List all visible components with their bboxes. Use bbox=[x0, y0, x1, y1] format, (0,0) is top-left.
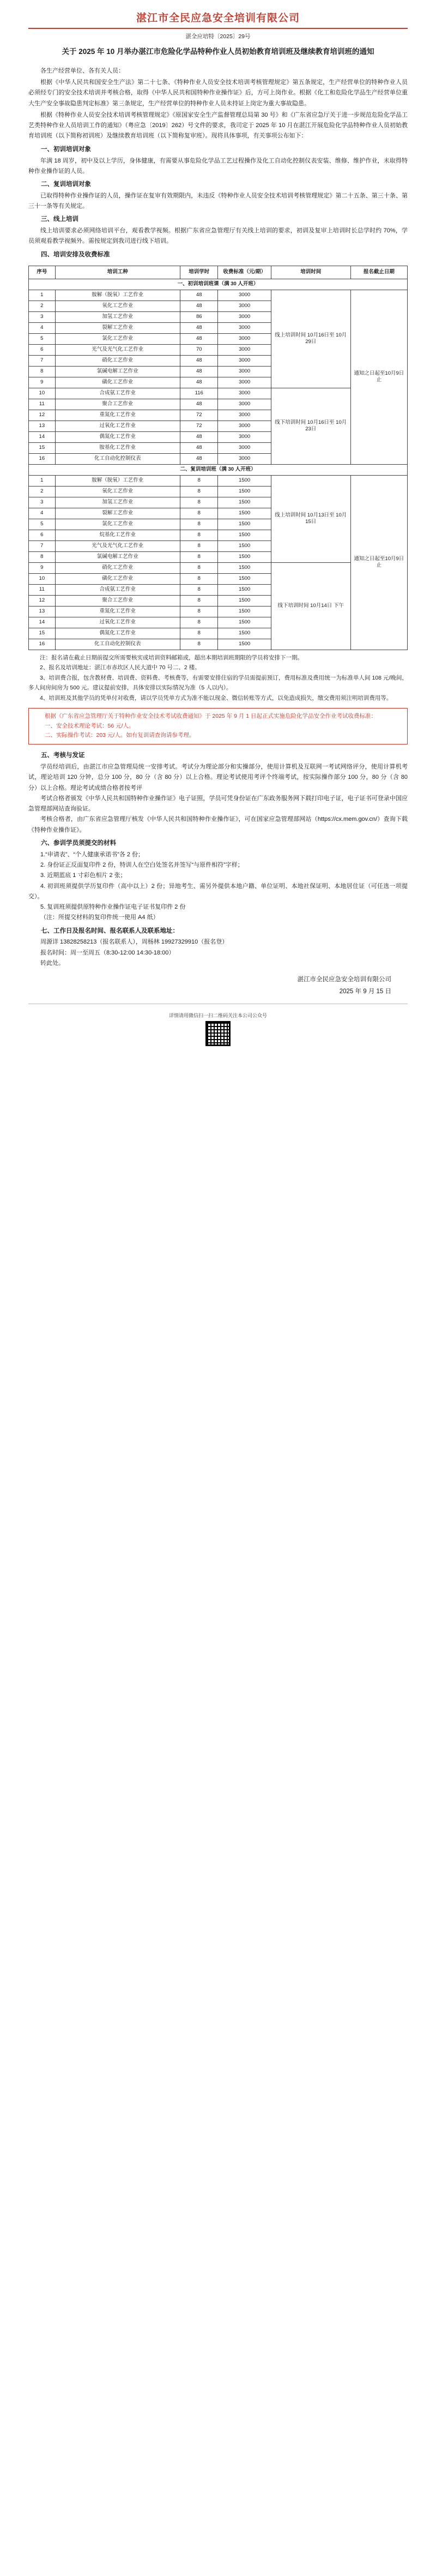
col-fee: 收费标准（元/期） bbox=[218, 266, 271, 279]
note-3: 3、培训费合报，包含教材费、培训费、资料费、考核费等，有需要安排住宿的学员需提前预订，费用标准及费用统一为标准单人间 108 元/晚间，多人间房间房为 500 元。建议提前安排，具体安排以实际情况为准（5 人以内）。 bbox=[28, 675, 408, 692]
refresher-row-trade: 加氢工艺作业 bbox=[55, 497, 180, 508]
refresher-row-fee: 1500 bbox=[218, 628, 271, 639]
refresher-row-hours: 8 bbox=[180, 595, 218, 606]
table-group-refresher-label: 二、复训培训班（满 30 人开班） bbox=[29, 464, 408, 475]
refresher-row-index: 8 bbox=[29, 551, 56, 562]
initial-row-trade: 硝化工艺作业 bbox=[55, 355, 180, 366]
refresher-row-trade: 合成氨工艺作业 bbox=[55, 584, 180, 595]
refresher-row-trade: 过氧化工艺作业 bbox=[55, 617, 180, 628]
section-6-line-3: 3. 近期蓝底 1 寸彩色相片 2 张； bbox=[40, 872, 126, 879]
initial-row-hours: 48 bbox=[180, 453, 218, 464]
initial-row-index: 5 bbox=[29, 333, 56, 344]
initial-row-index: 10 bbox=[29, 388, 56, 399]
initial-row-index: 2 bbox=[29, 301, 56, 311]
refresher-row-hours: 8 bbox=[180, 562, 218, 573]
refresher-row-hours: 8 bbox=[180, 551, 218, 562]
initial-row-trade: 加氢工艺作业 bbox=[55, 311, 180, 322]
initial-row-index: 6 bbox=[29, 344, 56, 355]
initial-row-trade: 重氮化工艺作业 bbox=[55, 410, 180, 421]
section-5-title: 五、考核与发证 bbox=[41, 752, 85, 759]
refresher-row-index: 11 bbox=[29, 584, 56, 595]
initial-row-fee: 3000 bbox=[218, 431, 271, 442]
refresher-row-index: 3 bbox=[29, 497, 56, 508]
initial-row-index: 16 bbox=[29, 453, 56, 464]
section-2-body: 已取得特种作业操作证的人员，操作证在复审有效期限内，未违反《特种作业人员安全技术培训考核管理规定》第二十五条、第三十条、第三十一条等有关规定。 bbox=[28, 192, 408, 210]
refresher-row-hours: 8 bbox=[180, 508, 218, 519]
initial-row-index: 7 bbox=[29, 355, 56, 366]
section-1-body: 年满 18 周岁，初中及以上学历，身体健康，有需要从事危险化学品工艺过程操作及化工自动化控制仪表安装、维修、维护作业，未取得特种作业操作证的人员。 bbox=[28, 157, 408, 175]
refresher-row-index: 9 bbox=[29, 562, 56, 573]
initial-row-fee: 3000 bbox=[218, 290, 271, 301]
section-6-line-4: 4. 初训班须提供学历复印件（高中以上）2 份；异地考生、需另外提供本地户籍、单位证明、本地社保证明、本地居住证（可任选一项提交）。 bbox=[28, 882, 408, 900]
refresher-row-trade: 硝化工艺作业 bbox=[55, 562, 180, 573]
table-group-initial-label: 一、初训培训班课（满 30 人开班） bbox=[29, 279, 408, 290]
refresher-row-hours: 8 bbox=[180, 530, 218, 541]
refresher-row-fee: 1500 bbox=[218, 530, 271, 541]
fee-notice-line-3: 二、实际操作考试：203 元/人。如有复训请查询请参考理。 bbox=[45, 732, 195, 739]
refresher-row-hours: 8 bbox=[180, 541, 218, 551]
refresher-row-trade: 磺化工艺作业 bbox=[55, 573, 180, 584]
refresher-row-index: 12 bbox=[29, 595, 56, 606]
intro-paragraph-2: 根据《特种作业人员安全技术培训考核管理规定》《原国家安全生产监督管理总局第 30 号》和《广东省应急厅关于进一步规范危险化学品工艺类特种作业人员培训工作的通知》（粤应急〔2019〕262）号文件的要求，我司定于 2025 年 10 月在湛江开展危险化学品特种作业人员初始教育培训班（以下简称初训班）及继续教育培训班（以下简称复审班）。现将具体事项，有关事项公布如下： bbox=[28, 111, 408, 140]
doc-number: 湛全应培特〔2025〕29号 bbox=[185, 33, 251, 40]
refresher-row-fee: 1500 bbox=[218, 541, 271, 551]
fee-table bbox=[28, 266, 408, 650]
section-6-line-1: 1.“申请表”、“个人健康承诺书”各 2 份； bbox=[40, 851, 144, 858]
initial-row-fee: 3000 bbox=[218, 377, 271, 388]
table-notes bbox=[28, 653, 408, 704]
initial-row-fee: 3000 bbox=[218, 410, 271, 421]
initial-row-hours: 72 bbox=[180, 410, 218, 421]
section-6-line-5: 5. 复训班须提供原特种作业操作证电子证书复印件 2 份 bbox=[40, 904, 186, 910]
refresher-row-index: 2 bbox=[29, 486, 56, 497]
initial-row-index: 4 bbox=[29, 322, 56, 333]
initial-row-trade: 磺化工艺作业 bbox=[55, 377, 180, 388]
initial-row-fee: 3000 bbox=[218, 344, 271, 355]
section-1-title: 一、初训培训对象 bbox=[41, 146, 91, 153]
intro-paragraph-1: 根据《中华人民共和国安全生产法》第二十七条、《特种作业人员安全技术培训考核管理规定》第五条规定，生产经营单位的特种作业人员必须经专门的安全技术培训并考核合格，取得《中华人民共和国特种作业操作证》后，方可上岗作业。根据《化工和危险化学品生产经营单位重大生产安全事故隐患判定标准》第三条规定，生产经营单位的特种作业人员未持证上岗定为重大事故隐患。 bbox=[28, 79, 408, 107]
initial-row-hours: 116 bbox=[180, 388, 218, 399]
col-time: 培训时间 bbox=[271, 266, 350, 279]
refresher-row-fee: 1500 bbox=[218, 584, 271, 595]
initial-row-fee: 3000 bbox=[218, 399, 271, 410]
section-3-title: 三、线上培训 bbox=[41, 216, 78, 223]
initial-row-index: 15 bbox=[29, 442, 56, 453]
refresher-row-trade: 胺解（脱氧）工艺作业 bbox=[55, 475, 180, 486]
initial-row-hours: 48 bbox=[180, 442, 218, 453]
refresher-row-fee: 1500 bbox=[218, 551, 271, 562]
initial-row-trade: 胺解（脱氧）工艺作业 bbox=[55, 290, 180, 301]
initial-row-trade: 光气及光气化工艺作业 bbox=[55, 344, 180, 355]
initial-row-trade: 偶氮化工艺作业 bbox=[55, 431, 180, 442]
section-2-title: 二、复训培训对象 bbox=[41, 181, 91, 188]
initial-online-time: 线上培训时间 10月16日至 10月 29日 bbox=[271, 290, 350, 388]
note-1: 注：报名请在截止日期前提交所需要核实或培训资料邮箱或，超出本期培训班期限的学员将安排下一期。 bbox=[40, 654, 303, 661]
refresher-row-trade: 聚合工艺作业 bbox=[55, 595, 180, 606]
refresher-row-trade: 重氮化工艺作业 bbox=[55, 606, 180, 617]
refresher-row-trade: 光气及光气化工艺作业 bbox=[55, 541, 180, 551]
refresher-row-index: 13 bbox=[29, 606, 56, 617]
refresher-row-fee: 1500 bbox=[218, 508, 271, 519]
initial-row-hours: 48 bbox=[180, 399, 218, 410]
initial-row-trade: 胺基化工艺作业 bbox=[55, 442, 180, 453]
initial-row-index: 14 bbox=[29, 431, 56, 442]
org-title: 湛江市全民应急安全培训有限公司 bbox=[136, 13, 300, 24]
refresher-row-index: 6 bbox=[29, 530, 56, 541]
refresher-row-hours: 8 bbox=[180, 617, 218, 628]
initial-row-fee: 3000 bbox=[218, 442, 271, 453]
document-page bbox=[0, 0, 436, 1057]
initial-row-fee: 3000 bbox=[218, 322, 271, 333]
signature-company: 湛江市全民应急安全培训有限公司 bbox=[297, 976, 391, 983]
table-group-refresher bbox=[29, 464, 408, 475]
section-5-p2: 考试合格者颁发《中华人民共和国特种作业操作证》电子证照，学员可凭身份证在广东政务服务网下载打印电子证，电子证书可登录中国应急管理部网站查询验证。 bbox=[28, 795, 408, 813]
refresher-deadline: 通知之日起至10月9日止 bbox=[350, 475, 407, 650]
initial-row-fee: 3000 bbox=[218, 355, 271, 366]
initial-row-index: 11 bbox=[29, 399, 56, 410]
refresher-row-trade: 烷基化工艺作业 bbox=[55, 530, 180, 541]
refresher-row-trade: 裂解工艺作业 bbox=[55, 508, 180, 519]
section-7-line-1: 周源详 13828258213（报名联系人），周杨林 19927329910（报名登） bbox=[40, 939, 228, 946]
refresher-row-index: 5 bbox=[29, 519, 56, 530]
refresher-row-hours: 8 bbox=[180, 606, 218, 617]
initial-row-index: 12 bbox=[29, 410, 56, 421]
section-7-line-2: 报名时间：周一至周五（8:30-12:00 14:30-18:00） bbox=[40, 949, 175, 956]
qr-code-icon bbox=[205, 1021, 231, 1046]
initial-row-fee: 3000 bbox=[218, 301, 271, 311]
note-2: 2、报名及培训地址：湛江市赤坎区人民大道中 70 号二、2 楼。 bbox=[40, 664, 201, 671]
initial-row-fee: 3000 bbox=[218, 453, 271, 464]
initial-row-fee: 3000 bbox=[218, 333, 271, 344]
note-4: 4、培训班及其他学员的凭单付对收费，请以学员凭单方式为准不能以现金、微信转账等方式，以免造成损失，缴交费用须注明培训费用等。 bbox=[40, 694, 392, 701]
refresher-row-fee: 1500 bbox=[218, 617, 271, 628]
table-group-initial bbox=[29, 279, 408, 290]
footer-note: 详情请用微信扫一扫二维码关注本公司公众号 bbox=[168, 1012, 267, 1018]
refresher-row-trade: 偶氮化工艺作业 bbox=[55, 628, 180, 639]
intro-salutation: 各生产经营单位、各有关人员： bbox=[40, 67, 124, 74]
initial-row-hours: 72 bbox=[180, 421, 218, 431]
refresher-row-hours: 8 bbox=[180, 584, 218, 595]
table-row bbox=[29, 290, 408, 301]
col-hours: 培训学时 bbox=[180, 266, 218, 279]
initial-row-trade: 过氧化工艺作业 bbox=[55, 421, 180, 431]
initial-row-index: 8 bbox=[29, 366, 56, 377]
fee-notice-line-1: 根据《广东省应急管理厅关于特种作业安全技术考试收费通知》于 2025 年 9 月 1 日起正式实施危险化学品安全作业考试收费标准： bbox=[45, 712, 377, 719]
initial-row-hours: 70 bbox=[180, 344, 218, 355]
refresher-row-trade: 氯化工艺作业 bbox=[55, 519, 180, 530]
refresher-row-hours: 8 bbox=[180, 486, 218, 497]
table-header-row bbox=[29, 266, 408, 279]
initial-row-trade: 氧化工艺作业 bbox=[55, 301, 180, 311]
initial-deadline: 通知之日起至10月9日止 bbox=[350, 290, 407, 464]
refresher-row-fee: 1500 bbox=[218, 639, 271, 650]
fee-notice-box bbox=[28, 708, 408, 745]
refresher-row-index: 1 bbox=[29, 475, 56, 486]
refresher-row-index: 14 bbox=[29, 617, 56, 628]
refresher-row-index: 10 bbox=[29, 573, 56, 584]
refresher-row-hours: 8 bbox=[180, 475, 218, 486]
initial-row-fee: 3000 bbox=[218, 421, 271, 431]
initial-row-index: 1 bbox=[29, 290, 56, 301]
refresher-row-hours: 8 bbox=[180, 497, 218, 508]
refresher-row-trade: 化工自动化控制仪表 bbox=[55, 639, 180, 650]
initial-row-trade: 聚合工艺作业 bbox=[55, 399, 180, 410]
red-divider bbox=[28, 28, 408, 29]
initial-row-fee: 3000 bbox=[218, 311, 271, 322]
refresher-row-fee: 1500 bbox=[218, 562, 271, 573]
refresher-row-fee: 1500 bbox=[218, 606, 271, 617]
initial-row-fee: 3000 bbox=[218, 388, 271, 399]
initial-offline-time: 线下培训时间 10月16日至 10月 23日 bbox=[271, 388, 350, 464]
initial-row-index: 3 bbox=[29, 311, 56, 322]
refresher-row-trade: 氧化工艺作业 bbox=[55, 486, 180, 497]
section-6-title: 六、参训学员须提交的材料 bbox=[41, 839, 116, 846]
refresher-offline-time: 线下培训时间 10月14日 下午 bbox=[271, 562, 350, 650]
refresher-row-hours: 8 bbox=[180, 573, 218, 584]
table-row bbox=[29, 475, 408, 486]
refresher-row-hours: 8 bbox=[180, 628, 218, 639]
refresher-row-fee: 1500 bbox=[218, 595, 271, 606]
section-6-line-6: （注：所提交材料的复印件统一使用 A4 纸） bbox=[40, 914, 159, 921]
refresher-row-hours: 8 bbox=[180, 519, 218, 530]
refresher-row-fee: 1500 bbox=[218, 475, 271, 486]
section-7-line-3: 转此处。 bbox=[40, 959, 64, 966]
refresher-row-index: 4 bbox=[29, 508, 56, 519]
initial-row-trade: 氯碱电解工艺作业 bbox=[55, 366, 180, 377]
refresher-row-hours: 8 bbox=[180, 639, 218, 650]
refresher-row-trade: 氯碱电解工艺作业 bbox=[55, 551, 180, 562]
initial-row-fee: 3000 bbox=[218, 366, 271, 377]
initial-row-index: 9 bbox=[29, 377, 56, 388]
refresher-row-fee: 1500 bbox=[218, 486, 271, 497]
section-5-p1: 学员经培训后，由湛江市应急管理局统一安排考试。考试分为理论部分和实操部分，使用计算机及互联网一考试网络评分，使用计算机考试，理论培训 120 分钟，总分 100 分，80 分（含 80 分）以上合格。理论考试使用考评个终端考试，按实际操作部分 100 分，80 分（含 80 分）以上合格。理论考试成绩合格者按考评 bbox=[28, 764, 408, 791]
col-deadline: 报名截止日期 bbox=[350, 266, 407, 279]
section-6-line-2: 2. 身份证正反面复印件 2 份，特训人在空白处签名并签写“与原件相符”字样； bbox=[40, 862, 244, 868]
initial-row-trade: 化工自动化控制仪表 bbox=[55, 453, 180, 464]
signature-date: 2025 年 9 月 15 日 bbox=[339, 988, 391, 995]
refresher-row-index: 7 bbox=[29, 541, 56, 551]
fee-notice-line-2: 一、安全技术理论考试：56 元/人。 bbox=[45, 722, 135, 729]
initial-row-index: 13 bbox=[29, 421, 56, 431]
initial-row-hours: 48 bbox=[180, 377, 218, 388]
initial-row-hours: 86 bbox=[180, 311, 218, 322]
page-title: 关于 2025 年 10 月举办湛江市危险化学品特种作业人员初始教育培训班及继续教育培训班的通知 bbox=[62, 47, 374, 56]
signature-block bbox=[28, 974, 408, 998]
initial-row-hours: 48 bbox=[180, 290, 218, 301]
refresher-row-fee: 1500 bbox=[218, 573, 271, 584]
initial-row-hours: 48 bbox=[180, 355, 218, 366]
initial-row-hours: 48 bbox=[180, 366, 218, 377]
refresher-row-fee: 1500 bbox=[218, 497, 271, 508]
refresher-row-fee: 1500 bbox=[218, 519, 271, 530]
section-5-p3: 考核合格者，由广东省应急管理厅核发《中华人民共和国特种作业操作证》，可在国家应急管理部网站（https://cx.mem.gov.cn/）查询下载《特种作业操作证》。 bbox=[28, 816, 408, 833]
refresher-row-index: 15 bbox=[29, 628, 56, 639]
tail-sections bbox=[28, 750, 408, 969]
initial-row-trade: 氯化工艺作业 bbox=[55, 333, 180, 344]
initial-row-hours: 48 bbox=[180, 431, 218, 442]
initial-row-trade: 裂解工艺作业 bbox=[55, 322, 180, 333]
refresher-row-index: 16 bbox=[29, 639, 56, 650]
initial-row-trade: 合成氨工艺作业 bbox=[55, 388, 180, 399]
section-3-body: 线上培训要求必须网络培训平台，观看教学视频。根据广东省应急管理厅有关线上培训的要求，初训及复审上培训时长总学时约 70%，学员须观看教学视频外。需按规定到我司进行线下培训。 bbox=[28, 227, 408, 245]
section-4-title: 四、培训安排及收费标准 bbox=[41, 251, 110, 258]
col-trade: 培训工种 bbox=[55, 266, 180, 279]
initial-row-hours: 48 bbox=[180, 322, 218, 333]
initial-row-hours: 48 bbox=[180, 333, 218, 344]
col-index: 序号 bbox=[29, 266, 56, 279]
section-7-title: 七、工作日及报名时间、报名联系人及联系地址： bbox=[41, 927, 179, 934]
refresher-online-time: 线上培训时间 10月13日至 10月 15日 bbox=[271, 475, 350, 562]
initial-row-hours: 48 bbox=[180, 301, 218, 311]
